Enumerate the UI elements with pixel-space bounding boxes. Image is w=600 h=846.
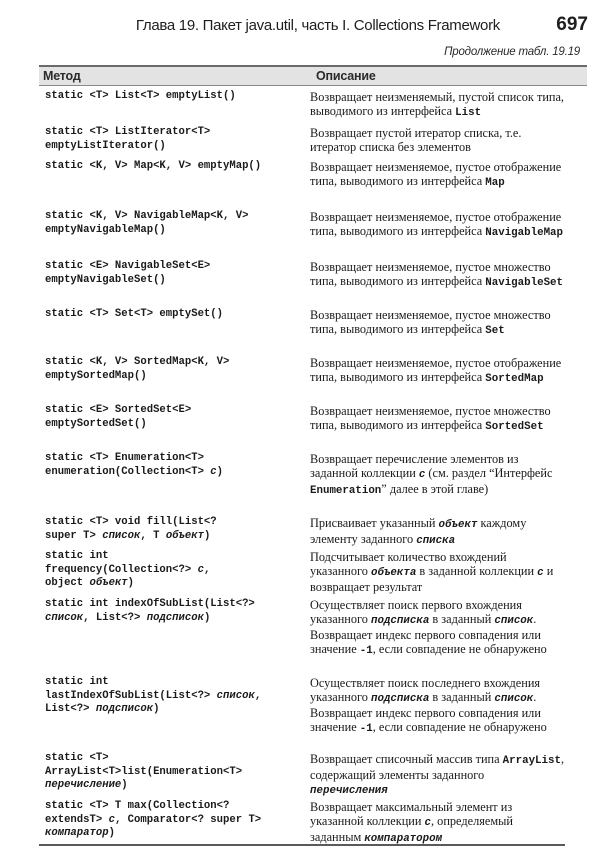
table-row bbox=[39, 596, 565, 674]
signature-line bbox=[45, 800, 310, 814]
method-description bbox=[310, 752, 565, 798]
description-text: в заданный bbox=[429, 612, 495, 626]
table-row bbox=[39, 548, 565, 596]
table-row bbox=[39, 450, 565, 514]
column-header-description: Описание bbox=[316, 69, 376, 83]
code-text: static <K, V> SortedMap<K, V> bbox=[45, 356, 230, 368]
code-text: ) bbox=[108, 827, 115, 839]
inline-code: SortedSet bbox=[485, 421, 544, 433]
method-description bbox=[310, 260, 565, 306]
inline-code: перечисления bbox=[310, 785, 388, 797]
inline-code: c bbox=[537, 567, 544, 579]
method-signature bbox=[39, 404, 310, 450]
description-text: , определяемый заданным bbox=[310, 814, 513, 844]
inline-code: Enumeration bbox=[310, 485, 382, 497]
method-signature bbox=[39, 260, 310, 306]
table-row bbox=[39, 354, 565, 402]
signature-line bbox=[45, 550, 310, 564]
signature-line bbox=[45, 577, 310, 591]
signature-line bbox=[45, 356, 310, 370]
signature-line bbox=[45, 370, 310, 384]
code-text: , bbox=[203, 563, 211, 576]
code-text: static <T> bbox=[45, 752, 109, 764]
inline-code: c bbox=[418, 469, 426, 481]
description-text: и возвращает результат bbox=[310, 564, 554, 594]
signature-line bbox=[45, 676, 310, 690]
description-text: Осуществляет поиск последнего вхождения указанного bbox=[310, 676, 541, 704]
parameter-name: список bbox=[216, 689, 255, 702]
method-signature bbox=[39, 676, 310, 750]
method-signature bbox=[39, 210, 310, 258]
signature-line bbox=[45, 140, 310, 154]
table-row bbox=[39, 124, 565, 158]
inline-code: ArrayList bbox=[502, 755, 561, 767]
inline-code: подсписка bbox=[370, 693, 430, 705]
code-text: extendsT> bbox=[45, 813, 109, 826]
code-text: static <E> SortedSet<E> bbox=[45, 404, 192, 416]
description-text: Возвращает пустой итератор списка, т.е. итератор списка без элементов bbox=[310, 126, 522, 154]
method-description bbox=[310, 126, 565, 158]
method-signature bbox=[39, 126, 310, 158]
code-text: emptyNavigableSet() bbox=[45, 273, 166, 286]
method-description bbox=[310, 160, 565, 208]
inline-code: c bbox=[424, 817, 432, 829]
method-signature bbox=[39, 160, 310, 208]
method-signature bbox=[39, 752, 310, 798]
signature-line bbox=[45, 690, 310, 704]
code-text: static <T> void fill(List<? bbox=[45, 516, 217, 528]
code-text: , List<?> bbox=[83, 611, 147, 624]
description-text: , если совпадение не обнаружено bbox=[372, 720, 547, 734]
method-description bbox=[310, 404, 565, 450]
signature-line bbox=[45, 516, 310, 530]
signature-line bbox=[45, 827, 310, 841]
signature-line bbox=[45, 160, 310, 174]
description-text: в заданный bbox=[429, 690, 495, 704]
table-row bbox=[39, 674, 565, 750]
signature-line bbox=[45, 418, 310, 432]
methods-table bbox=[39, 65, 587, 846]
code-text: enumeration(Collection<T> bbox=[45, 465, 211, 478]
method-signature bbox=[39, 452, 310, 514]
method-signature bbox=[39, 550, 310, 596]
parameter-name: c bbox=[108, 813, 115, 826]
method-signature bbox=[39, 800, 310, 844]
code-text: emptyNavigableMap() bbox=[45, 223, 166, 236]
parameter-name: список bbox=[45, 611, 84, 624]
inline-code: NavigableMap bbox=[485, 227, 564, 239]
table-row bbox=[39, 514, 565, 548]
method-description bbox=[310, 516, 565, 548]
description-text: Возвращает перечисление элементов из заданной коллекции bbox=[310, 452, 519, 480]
table-header bbox=[39, 65, 587, 86]
code-text: emptySortedSet() bbox=[45, 417, 147, 430]
method-description bbox=[310, 308, 565, 354]
page-number: 697 bbox=[556, 14, 588, 35]
signature-line bbox=[45, 274, 310, 288]
code-text: ArrayList<T>list(Enumeration<T> bbox=[45, 765, 243, 778]
inline-code: Set bbox=[485, 325, 505, 337]
inline-code: список bbox=[494, 615, 534, 627]
code-text: static <K, V> Map<K, V> emptyMap() bbox=[45, 160, 262, 172]
table-row bbox=[39, 750, 565, 798]
signature-line bbox=[45, 126, 310, 140]
code-text: List<?> bbox=[45, 703, 96, 715]
inline-code: списка bbox=[416, 535, 456, 547]
signature-line bbox=[45, 752, 310, 766]
inline-code: компаратором bbox=[364, 833, 443, 845]
description-text: Возвращает неизменяемое, пустое множество типа, выводимого из интерфейса bbox=[310, 260, 551, 288]
inline-code: -1 bbox=[359, 645, 373, 657]
description-text: ” далее в этой главе) bbox=[381, 482, 489, 496]
method-description bbox=[310, 452, 565, 514]
description-text: Возвращает неизменяемый, пустой список типа, выводимого из интерфейса bbox=[310, 90, 565, 118]
signature-line bbox=[45, 598, 310, 612]
signature-line bbox=[45, 814, 310, 828]
signature-line bbox=[45, 224, 310, 238]
running-head bbox=[0, 14, 600, 38]
method-signature bbox=[39, 356, 310, 402]
description-text: Возвращает списочный массив типа bbox=[310, 752, 503, 766]
description-text: каждому элементу заданного bbox=[310, 516, 527, 546]
table-body bbox=[39, 86, 565, 846]
code-text: ) bbox=[127, 577, 135, 589]
table-row bbox=[39, 306, 565, 354]
signature-line bbox=[45, 90, 310, 104]
method-description bbox=[310, 210, 565, 258]
code-text: static int bbox=[45, 676, 109, 688]
description-text: (см. раздел “Интерфейс bbox=[425, 466, 553, 480]
description-text: Возвращает неизменяемое, пустое отображение типа, выводимого из интерфейса bbox=[310, 356, 562, 384]
signature-line bbox=[45, 564, 310, 578]
signature-line bbox=[45, 612, 310, 626]
description-text: Осуществляет поиск первого вхождения указанного bbox=[310, 598, 522, 626]
signature-line bbox=[45, 766, 310, 780]
description-text: . Возвращает индекс первого совпадения или значение bbox=[310, 612, 541, 656]
code-text: static <T> ListIterator<T> bbox=[45, 126, 211, 138]
description-text: Возвращает максимальный элемент из указанной коллекции bbox=[310, 800, 513, 828]
method-signature bbox=[39, 308, 310, 354]
code-text: super T> bbox=[45, 529, 103, 542]
code-text: , T bbox=[140, 529, 166, 542]
signature-line bbox=[45, 703, 310, 717]
table-row bbox=[39, 158, 565, 208]
method-signature bbox=[39, 598, 310, 674]
inline-code: Map bbox=[485, 177, 505, 189]
code-text: , bbox=[254, 689, 262, 702]
parameter-name: c bbox=[210, 465, 217, 478]
signature-line bbox=[45, 530, 310, 544]
code-text: static int bbox=[45, 550, 109, 562]
signature-line bbox=[45, 210, 310, 224]
parameter-name: объект bbox=[89, 577, 128, 589]
method-description bbox=[310, 676, 565, 750]
code-text: ) bbox=[216, 465, 224, 478]
method-description bbox=[310, 356, 565, 402]
signature-line bbox=[45, 779, 310, 793]
column-header-method: Метод bbox=[43, 69, 81, 83]
table-continuation-note: Продолжение табл. 19.19 bbox=[444, 46, 580, 58]
chapter-title: Глава 19. Пакет java.util, часть I. Collections Framework bbox=[135, 17, 500, 34]
code-text: static <T> Enumeration<T> bbox=[45, 452, 204, 464]
signature-line bbox=[45, 466, 310, 480]
table-row bbox=[39, 402, 565, 450]
parameter-name: объект bbox=[165, 529, 204, 542]
parameter-name: перечисление bbox=[45, 779, 122, 791]
parameter-name: компаратор bbox=[45, 827, 109, 839]
code-text: ) bbox=[153, 703, 160, 715]
code-text: , Comparator<? super T> bbox=[114, 813, 262, 826]
code-text: ) bbox=[203, 611, 211, 624]
code-text: emptyListIterator() bbox=[45, 139, 166, 152]
method-description bbox=[310, 598, 565, 674]
inline-code: NavigableSet bbox=[485, 277, 564, 289]
code-text: static int indexOfSubList(List<?> bbox=[45, 598, 255, 610]
method-signature bbox=[39, 516, 310, 548]
description-text: Возвращает неизменяемое, пустое отображение типа, выводимого из интерфейса bbox=[310, 160, 562, 188]
signature-line bbox=[45, 308, 310, 322]
table-row bbox=[39, 86, 565, 124]
inline-code: объект bbox=[438, 519, 478, 531]
description-text: Возвращает неизменяемое, пустое отображение типа, выводимого из интерфейса bbox=[310, 210, 562, 238]
signature-line bbox=[45, 452, 310, 466]
description-text: в заданной коллекции bbox=[416, 564, 538, 578]
method-description bbox=[310, 800, 565, 844]
code-text: static <E> NavigableSet<E> bbox=[45, 260, 211, 272]
code-text: ) bbox=[203, 529, 211, 542]
description-text: Присваивает указанный bbox=[310, 516, 439, 530]
inline-code: подсписка bbox=[370, 615, 430, 627]
table-row bbox=[39, 798, 565, 844]
code-text: lastIndexOfSubList(List<?> bbox=[45, 689, 217, 702]
table-row bbox=[39, 258, 565, 306]
description-text: Возвращает неизменяемое, пустое множество типа, выводимого из интерфейса bbox=[310, 404, 551, 432]
code-text: frequency(Collection<?> bbox=[45, 563, 198, 576]
parameter-name: подсписок bbox=[146, 611, 204, 624]
signature-line bbox=[45, 260, 310, 274]
table-row bbox=[39, 208, 565, 258]
parameter-name: c bbox=[197, 563, 204, 576]
code-text: static <T> Set<T> emptySet() bbox=[45, 308, 224, 320]
description-text: , содержащий элементы заданного bbox=[310, 752, 565, 782]
parameter-name: подсписок bbox=[95, 703, 154, 715]
inline-code: -1 bbox=[359, 723, 373, 735]
method-description bbox=[310, 90, 565, 124]
inline-code: SortedMap bbox=[485, 373, 544, 385]
method-description bbox=[310, 550, 565, 596]
code-text: ) bbox=[121, 779, 128, 791]
description-text: . Возвращает индекс первого совпадения или значение bbox=[310, 690, 541, 734]
inline-code: список bbox=[494, 693, 534, 705]
code-text: static <T> T max(Collection<? bbox=[45, 800, 230, 812]
signature-line bbox=[45, 404, 310, 418]
code-text: static <K, V> NavigableMap<K, V> bbox=[45, 210, 249, 222]
code-text: object bbox=[45, 577, 90, 589]
code-text: static <T> List<T> emptyList() bbox=[45, 90, 236, 102]
parameter-name: список bbox=[102, 529, 141, 542]
inline-code: List bbox=[455, 107, 482, 119]
description-text: , если совпадение не обнаружено bbox=[372, 642, 547, 656]
method-signature bbox=[39, 90, 310, 124]
inline-code: объекта bbox=[370, 567, 417, 579]
description-text: Подсчитывает количество вхождений указанного bbox=[310, 550, 507, 578]
description-text: Возвращает неизменяемое, пустое множество типа, выводимого из интерфейса bbox=[310, 308, 551, 336]
code-text: emptySortedMap() bbox=[45, 369, 147, 382]
